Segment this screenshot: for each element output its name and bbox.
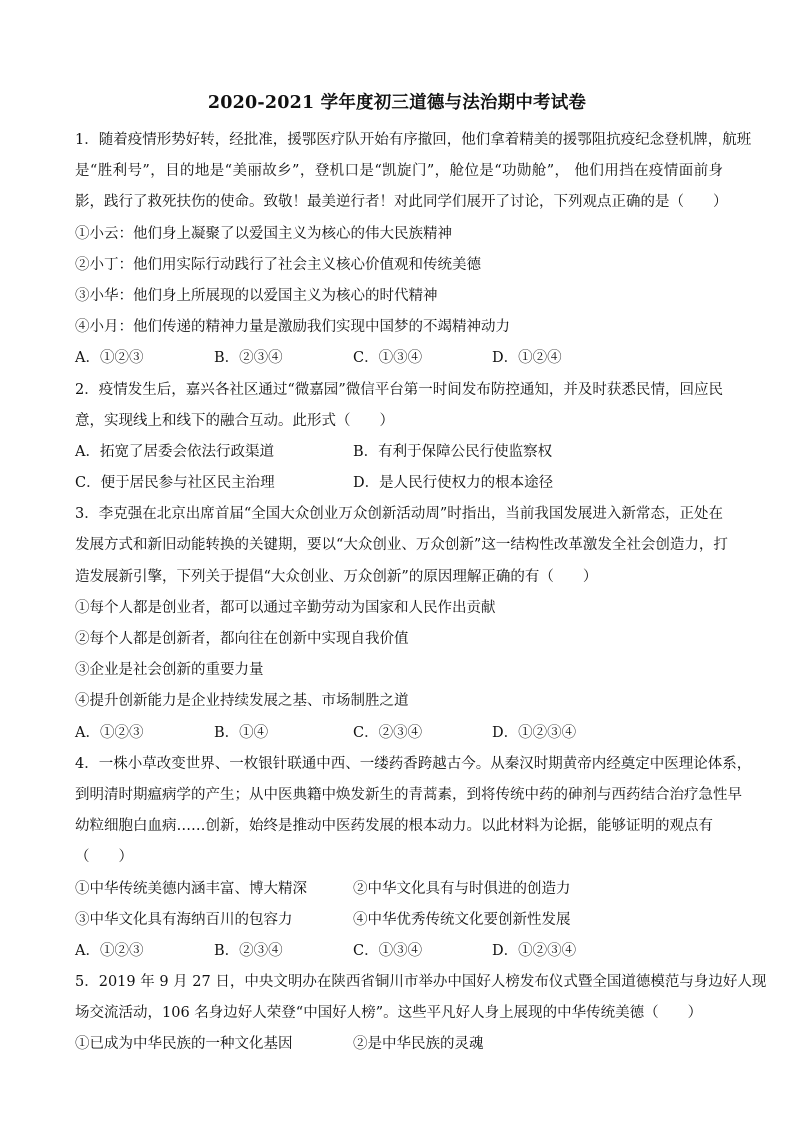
question-stem-line: 造发展新引擎，下列关于提倡“大众创业、万众创新”的原因理解正确的有（ ） bbox=[75, 568, 598, 585]
question-3 bbox=[75, 499, 728, 749]
question-stem-line: 3．李克强在北京出席首届“全国大众创业万众创新活动周”时指出，当前我国发展进入新常态，正处在 bbox=[75, 506, 723, 523]
statement-item: ②是中华民族的灵魂 bbox=[353, 1036, 484, 1053]
question-stem-line: 2．疫情发生后，嘉兴各社区通过“微嘉园”微信平台第一时间发布防控通知，并及时获悉民情，回应民 bbox=[75, 381, 723, 398]
question-stem-line: 是“胜利号”，目的地是“美丽故乡”，登机口是“凯旋门”，舱位是“功勋舱”， 他们用挡在疫情面前身 bbox=[75, 163, 723, 180]
option-a: A．①②③ bbox=[75, 350, 144, 367]
option-c: C．②③④ bbox=[353, 724, 423, 741]
option-b: B．②③④ bbox=[214, 350, 283, 367]
option-c: C．便于居民参与社区民主治理 bbox=[75, 475, 275, 492]
question-stem-line: 到明清时期瘟病学的产生；从中医典籍中焕发新生的青蒿素，到将传统中药的砷剂与西药结合治疗急性早 bbox=[75, 786, 742, 803]
question-stem-line: 意，实现线上和线下的融合互动。此形式（ ） bbox=[75, 412, 394, 429]
option-d: D．①②③④ bbox=[492, 724, 577, 741]
option-b: B．有利于保障公民行使监察权 bbox=[353, 443, 553, 460]
statement-item: ③小华：他们身上所展现的以爱国主义为核心的时代精神 bbox=[75, 287, 438, 304]
option-d: D．①②③④ bbox=[492, 942, 577, 959]
statement-item: ①小云：他们身上凝聚了以爱国主义为核心的伟大民族精神 bbox=[75, 225, 452, 242]
answer-options bbox=[75, 718, 723, 749]
answer-options bbox=[75, 468, 723, 499]
exam-content bbox=[75, 125, 767, 1061]
statement-item: ②每个人都是创新者，都向往在创新中实现自我价值 bbox=[75, 631, 409, 647]
statement-item: ②小丁：他们用实际行动践行了社会主义核心价值观和传统美德 bbox=[75, 256, 481, 273]
question-stem-line: （ ） bbox=[75, 849, 133, 866]
statement-item: ②中华文化具有与时俱进的创造力 bbox=[353, 880, 571, 897]
question-stem-line: 幼粒细胞白血病……创新，始终是推动中医药发展的根本动力。以此材料为论据，能够证明的观点有 bbox=[75, 818, 713, 835]
question-stem-line: 发展方式和新旧动能转换的关键期，要以“大众创业、万众创新”这一结构性改革激发全社会创造力，打 bbox=[75, 537, 728, 554]
statement-row bbox=[75, 874, 723, 905]
question-2 bbox=[75, 375, 723, 500]
statement-item: ①中华传统美德内涵丰富、博大精深 bbox=[75, 880, 307, 897]
option-a: A．①②③ bbox=[75, 724, 144, 741]
statement-row bbox=[75, 905, 723, 936]
statement-item: ④提升创新能力是企业持续发展之基、市场制胜之道 bbox=[75, 693, 409, 710]
answer-options bbox=[75, 936, 723, 967]
question-stem-line: 影，践行了救死扶伤的使命。致敬！最美逆行者！对此同学们展开了讨论，下列观点正确的是（ ） bbox=[75, 194, 728, 211]
option-b: B．②③④ bbox=[214, 942, 283, 959]
answer-options bbox=[75, 343, 723, 374]
option-c: C．①③④ bbox=[353, 350, 423, 367]
statement-item: ①已成为中华民族的一种文化基因 bbox=[75, 1036, 293, 1053]
question-stem-line: 4．一株小草改变世界、一枚银针联通中西、一缕药香跨越古今。从秦汉时期黄帝内经奠定中医理论体系， bbox=[75, 755, 752, 772]
question-5 bbox=[75, 967, 767, 1061]
statement-row bbox=[75, 1029, 723, 1060]
option-d: D．是人民行使权力的根本途径 bbox=[353, 475, 554, 492]
option-a: A．拓宽了居委会依法行政渠道 bbox=[75, 443, 274, 460]
question-stem-line: 5．2019 年 9 月 27 日，中央文明办在陕西省铜川市举办中国好人榜发布仪式暨全国道德模范与身边好人现 bbox=[75, 974, 767, 991]
option-b: B．①④ bbox=[214, 724, 269, 741]
answer-options bbox=[75, 437, 723, 468]
option-c: C．①③④ bbox=[353, 942, 423, 959]
statement-item: ④中华优秀传统文化要创新性发展 bbox=[353, 911, 571, 928]
statement-item: ③企业是社会创新的重要力量 bbox=[75, 662, 264, 679]
option-d: D．①②④ bbox=[492, 350, 562, 367]
question-stem-line: 场交流活动，106 名身边好人荣登“中国好人榜”。这些平凡好人身上展现的中华传统美德（ ） bbox=[75, 1005, 703, 1022]
exam-title: 2020-2021 学年度初三道德与法治期中考试卷 bbox=[207, 93, 587, 113]
statement-item: ①每个人都是创业者，都可以通过辛勤劳动为国家和人民作出贡献 bbox=[75, 599, 496, 616]
question-4 bbox=[75, 749, 752, 967]
statement-item: ④小月：他们传递的精神力量是激励我们实现中国梦的不竭精神动力 bbox=[75, 319, 510, 336]
option-a: A．①②③ bbox=[75, 942, 144, 959]
statement-item: ③中华文化具有海纳百川的包容力 bbox=[75, 911, 293, 928]
question-stem-line: 1．随着疫情形势好转，经批准，援鄂医疗队开始有序撤回，他们拿着精美的援鄂阻抗疫纪念登机牌，航班 bbox=[75, 132, 752, 148]
question-1 bbox=[75, 125, 752, 375]
